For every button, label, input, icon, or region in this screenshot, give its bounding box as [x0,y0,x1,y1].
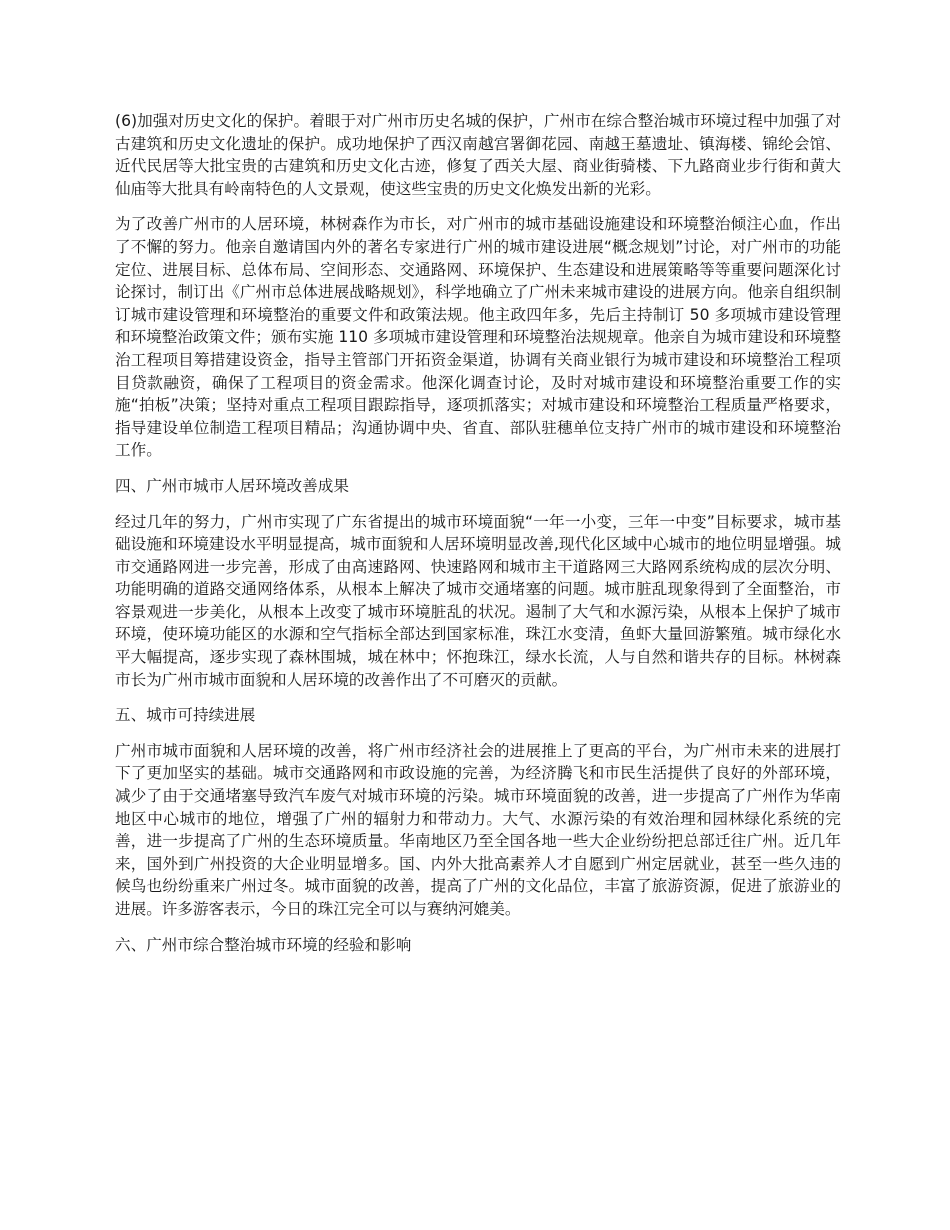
paragraph-mayor-efforts: 为了改善广州市的人居环境，林树森作为市长，对广州市的城市基础设施建设和环境整治倾注心血，作出了不懈的努力。他亲自邀请国内外的著名专家进行广州的城市建设进展“概念规划”讨论，对广州市的功能定位、进展目标、总体布局、空间形态、交通路网、环境保护、生态建设和进展策略等等重要问题深化讨论探讨，制订出《广州市总体进展战略规划》，科学地确立了广州未来城市建设的进展方向。他亲自组织制订城市建设管理和环境整治的重要文件和政策法规。他主政四年多，先后主持制订 50 多项城市建设管理和环境整治政策文件；颁布实施 110 多项城市建设管理和环境整治法规规章。他亲自为城市建设和环境整治工程项目筹措建设资金，指导主管部门开拓资金渠道，协调有关商业银行为城市建设和环境整治工程项目贷款融资，确保了工程项目的资金需求。他深化调查讨论，及时对城市建设和环境整治重要工作的实施“拍板”决策；坚持对重点工程项目跟踪指导，逐项抓落实；对城市建设和环境整治工程质量严格要求，指导建设单位制造工程项目精品；沟通协调中央、省直、部队驻穗单位支持广州市的城市建设和环境整治工作。 [115,215,841,460]
section-heading-4: 四、广州市城市人居环境改善成果 [115,476,349,495]
section-heading-5: 五、城市可持续进展 [115,706,256,725]
paragraph-improvement-results: 经过几年的努力，广州市实现了广东省提出的城市环境面貌“一年一小变，三年一中变”目标要求，城市基础设施和环境建设水平明显提高，城市面貌和人居环境明显改善,现代化区域中心城市的地位明显增强。城市交通路网进一步完善，形成了由高速路网、快速路网和城市主干道路网三大路网系统构成的层次分明、功能明确的道路交通网络体系，从根本上解决了城市交通堵塞的问题。城市脏乱现象得到了全面整治，市容景观进一步美化，从根本上改变了城市环境脏乱的状况。遏制了大气和水源污染，从根本上保护了城市环境，使环境功能区的水源和空气指标全部达到国家标准，珠江水变清，鱼虾大量回游繁殖。城市绿化水平大幅提高，逐步实现了森林围城，城在林中；怀抱珠江，绿水长流，人与自然和谐共存的目标。林树森市长为广州市城市面貌和人居环境的改善作出了不可磨灭的贡献。 [115,512,841,689]
paragraph-historical-protection: (6)加强对历史文化的保护。着眼于对广州市历史名城的保护，广州市在综合整治城市环境过程中加强了对古建筑和历史文化遗址的保护。成功地保护了西汉南越宫署御花园、南越王墓遗址、镇海楼、锦纶会馆、近代民居等大批宝贵的古建筑和历史文化古迹，修复了西关大屋、商业街骑楼、下九路商业步行街和黄大仙庙等大批具有岭南特色的人文景观，使这些宝贵的历史文化焕发出新的光彩。 [115,112,841,198]
section-heading-6: 六、广州市综合整治城市环境的经验和影响 [115,935,412,954]
document-page [115,110,841,969]
paragraph-sustainable-development: 广州市城市面貌和人居环境的改善，将广州市经济社会的进展推上了更高的平台，为广州市未来的进展打下了更加坚实的基础。城市交通路网和市政设施的完善，为经济腾飞和市民生活提供了良好的外部环境，减少了由于交通堵塞导致汽车废气对城市环境的污染。城市环境面貌的改善，进一步提高了广州作为华南地区中心城市的地位，增强了广州的辐射力和带动力。大气、水源污染的有效治理和园林绿化系统的完善，进一步提高了广州的生态环境质量。华南地区乃至全国各地一些大企业纷纷把总部迁往广州。近几年来，国外到广州投资的大企业明显增多。国、内外大批高素养人才自愿到广州定居就业，甚至一些久违的候鸟也纷纷重来广州过冬。城市面貌的改善，提高了广州的文化品位，丰富了旅游资源，促进了旅游业的进展。许多游客表示，今日的珠江完全可以与赛纳河媲美。 [115,741,841,918]
